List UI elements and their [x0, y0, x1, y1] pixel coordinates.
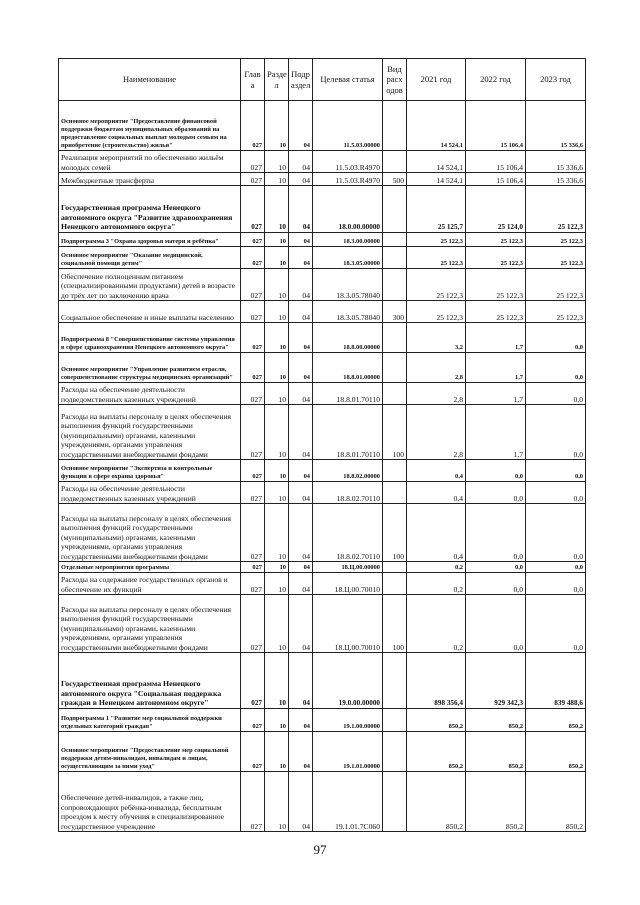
row-name: Государственная программа Ненецкого автономного округа "Социальная поддержка граждан в Ненецком автономном округе" — [59, 653, 241, 709]
row-podrazdel: 04 — [289, 595, 313, 653]
row-podrazdel: 04 — [289, 732, 313, 772]
row-amount-2021: 850,2 — [407, 709, 466, 732]
row-amount-2022: 0,0 — [466, 460, 526, 482]
row-name: Основное мероприятие "Предоставление мер социальной поддержки детям-инвалидам, инвалидам и лицам, осуществляющим за ними уход" — [59, 732, 241, 772]
header-vid: Вид расх одов — [383, 59, 407, 101]
row-amount-2023: 850,2 — [526, 709, 586, 732]
row-glava: 027 — [241, 573, 265, 595]
row-amount-2021: 0,2 — [407, 562, 466, 573]
row-target-article: 11.5.03.R4970 — [313, 173, 383, 186]
row-name: Реализация мероприятий по обеспечению жильём молодых семей — [59, 151, 241, 173]
row-name: Расходы на выплаты персоналу в целях обеспечения выполнения функций государственными (муниципальными) органами, казенными учреждениями, органами управления государственными внебюджетными фондами — [59, 405, 241, 460]
row-expense-type — [383, 247, 407, 269]
row-glava: 027 — [241, 383, 265, 405]
row-razdel: 10 — [265, 595, 289, 653]
row-name: Государственная программа Ненецкого автономного округа "Развитие здравоохранения Ненецкого автономного округа" — [59, 186, 241, 233]
header-2023: 2023 год — [526, 59, 586, 101]
table-row — [59, 383, 586, 405]
table-row — [59, 709, 586, 732]
row-podrazdel: 04 — [289, 653, 313, 709]
table-row — [59, 772, 586, 832]
row-glava: 027 — [241, 173, 265, 186]
header-name: Наименование — [59, 59, 241, 101]
row-glava: 027 — [241, 772, 265, 832]
row-name: Отдельные мероприятия программы — [59, 562, 241, 573]
row-glava: 027 — [241, 709, 265, 732]
row-name: Расходы на содержание государственных органов и обеспечение их функций — [59, 573, 241, 595]
row-podrazdel: 04 — [289, 301, 313, 323]
row-amount-2023: 0,0 — [526, 504, 586, 562]
row-target-article: 18.8.01.70110 — [313, 405, 383, 460]
row-podrazdel: 04 — [289, 709, 313, 732]
row-razdel: 10 — [265, 233, 289, 247]
row-podrazdel: 04 — [289, 101, 313, 151]
row-glava: 027 — [241, 595, 265, 653]
row-amount-2022: 0,0 — [466, 482, 526, 504]
row-podrazdel: 04 — [289, 562, 313, 573]
row-amount-2022: 25 122,3 — [466, 247, 526, 269]
row-target-article: 11.5.03.00000 — [313, 101, 383, 151]
row-target-article: 11.5.03.R4970 — [313, 151, 383, 173]
row-amount-2022: 25 122,3 — [466, 233, 526, 247]
row-razdel: 10 — [265, 482, 289, 504]
row-amount-2022: 15 106,4 — [466, 101, 526, 151]
table-row — [59, 353, 586, 383]
row-glava: 027 — [241, 151, 265, 173]
row-razdel: 10 — [265, 562, 289, 573]
row-amount-2023: 15 336,6 — [526, 101, 586, 151]
row-target-article: 18.8.02.70110 — [313, 482, 383, 504]
row-expense-type — [383, 101, 407, 151]
header-podrazdel: Подр аздел — [289, 59, 313, 101]
row-amount-2021: 0,4 — [407, 482, 466, 504]
row-amount-2021: 0,4 — [407, 504, 466, 562]
row-amount-2021: 25 122,3 — [407, 247, 466, 269]
row-razdel: 10 — [265, 460, 289, 482]
row-amount-2022: 850,2 — [466, 732, 526, 772]
row-podrazdel: 04 — [289, 233, 313, 247]
row-expense-type: 300 — [383, 301, 407, 323]
row-name: Расходы на выплаты персоналу в целях обеспечения выполнения функций государственными (муниципальными) органами, казенными учреждениями, органами управления государственными внебюджетными фондами — [59, 595, 241, 653]
row-amount-2022: 25 122,3 — [466, 301, 526, 323]
row-amount-2021: 0,2 — [407, 595, 466, 653]
row-amount-2022: 1,7 — [466, 383, 526, 405]
row-expense-type — [383, 732, 407, 772]
row-amount-2022: 1,7 — [466, 323, 526, 353]
row-name: Расходы на обеспечение деятельности подведомственных казенных учреждений — [59, 482, 241, 504]
row-amount-2021: 0,2 — [407, 573, 466, 595]
row-expense-type — [383, 151, 407, 173]
row-podrazdel: 04 — [289, 323, 313, 353]
row-target-article: 18.0.00.00000 — [313, 186, 383, 233]
row-name: Обеспечение полноценным питанием (специализированными продуктами) детей в возрасте до трёх лет по заключению врача — [59, 269, 241, 301]
row-amount-2023: 25 122,3 — [526, 186, 586, 233]
row-glava: 027 — [241, 732, 265, 772]
row-amount-2022: 850,2 — [466, 772, 526, 832]
row-target-article: 18.8.01.70110 — [313, 383, 383, 405]
row-amount-2021: 3,2 — [407, 323, 466, 353]
row-razdel: 10 — [265, 383, 289, 405]
row-podrazdel: 04 — [289, 151, 313, 173]
row-amount-2023: 15 336,6 — [526, 151, 586, 173]
header-razdel: Разде л — [265, 59, 289, 101]
row-amount-2021: 14 524,1 — [407, 173, 466, 186]
row-name: Обеспечение детей-инвалидов, а также лиц, сопровождающих ребёнка-инвалида, бесплатным проездом к месту обучения в специализированное государственное учреждение — [59, 772, 241, 832]
row-glava: 027 — [241, 101, 265, 151]
row-name: Основное мероприятие "Экспертиза и контрольные функции в сфере охраны здоровья" — [59, 460, 241, 482]
row-expense-type — [383, 186, 407, 233]
row-expense-type — [383, 709, 407, 732]
row-target-article: 19.0.00.00000 — [313, 653, 383, 709]
row-name: Подпрограмма 3 "Охрана здоровья матери и ребёнка" — [59, 233, 241, 247]
row-podrazdel: 04 — [289, 383, 313, 405]
row-amount-2022: 25 122,3 — [466, 269, 526, 301]
row-amount-2023: 0,0 — [526, 383, 586, 405]
row-amount-2023: 850,2 — [526, 772, 586, 832]
row-podrazdel: 04 — [289, 186, 313, 233]
table-row — [59, 247, 586, 269]
row-glava: 027 — [241, 504, 265, 562]
row-expense-type — [383, 383, 407, 405]
row-podrazdel: 04 — [289, 405, 313, 460]
table-row — [59, 460, 586, 482]
row-amount-2023: 25 122,3 — [526, 233, 586, 247]
row-razdel: 10 — [265, 186, 289, 233]
row-podrazdel: 04 — [289, 173, 313, 186]
budget-table — [58, 58, 586, 832]
row-amount-2021: 850,2 — [407, 732, 466, 772]
row-name: Подпрограмма 8 "Совершенствование системы управления в сфере здравоохранения Ненецкого автономного округа" — [59, 323, 241, 353]
row-amount-2022: 15 106,4 — [466, 151, 526, 173]
row-glava: 027 — [241, 405, 265, 460]
row-amount-2023: 0,0 — [526, 460, 586, 482]
row-glava: 027 — [241, 460, 265, 482]
row-target-article: 19.1.01.7С060 — [313, 772, 383, 832]
row-expense-type — [383, 562, 407, 573]
row-razdel: 10 — [265, 247, 289, 269]
row-razdel: 10 — [265, 772, 289, 832]
row-amount-2023: 0,0 — [526, 573, 586, 595]
row-amount-2022: 0,0 — [466, 504, 526, 562]
row-name: Межбюджетные трансферты — [59, 173, 241, 186]
row-amount-2023: 15 336,6 — [526, 173, 586, 186]
row-target-article: 18.8.02.70110 — [313, 504, 383, 562]
row-amount-2022: 929 342,3 — [466, 653, 526, 709]
row-expense-type: 100 — [383, 504, 407, 562]
row-amount-2022: 15 106,4 — [466, 173, 526, 186]
table-row — [59, 173, 586, 186]
table-row — [59, 301, 586, 323]
row-razdel: 10 — [265, 173, 289, 186]
table-row — [59, 405, 586, 460]
row-razdel: 10 — [265, 269, 289, 301]
row-name: Социальное обеспечение и иные выплаты населению — [59, 301, 241, 323]
row-glava: 027 — [241, 653, 265, 709]
row-name: Расходы на выплаты персоналу в целях обеспечения выполнения функций государственными (муниципальными) органами, казенными учреждениями, органами управления государственными внебюджетными фондами — [59, 504, 241, 562]
row-expense-type — [383, 653, 407, 709]
row-razdel: 10 — [265, 405, 289, 460]
row-amount-2021: 2,8 — [407, 405, 466, 460]
row-amount-2021: 25 125,7 — [407, 186, 466, 233]
row-podrazdel: 04 — [289, 247, 313, 269]
row-amount-2021: 25 122,3 — [407, 269, 466, 301]
row-glava: 027 — [241, 353, 265, 383]
row-amount-2023: 0,0 — [526, 405, 586, 460]
row-amount-2023: 0,0 — [526, 353, 586, 383]
header-target: Целевая статья — [313, 59, 383, 101]
table-row — [59, 323, 586, 353]
row-target-article: 18.3.05.00000 — [313, 247, 383, 269]
row-razdel: 10 — [265, 573, 289, 595]
row-target-article: 18.3.05.78040 — [313, 301, 383, 323]
row-amount-2021: 14 524,1 — [407, 151, 466, 173]
row-target-article: 18.8.01.00000 — [313, 353, 383, 383]
row-amount-2021: 25 122,3 — [407, 301, 466, 323]
row-amount-2021: 25 122,3 — [407, 233, 466, 247]
row-expense-type — [383, 772, 407, 832]
row-amount-2023: 850,2 — [526, 732, 586, 772]
row-amount-2022: 0,0 — [466, 562, 526, 573]
row-name: Подпрограмма 1 "Развитие мер социальной поддержки отдельных категорий граждан" — [59, 709, 241, 732]
table-row — [59, 595, 586, 653]
row-podrazdel: 04 — [289, 482, 313, 504]
row-amount-2022: 25 124,0 — [466, 186, 526, 233]
row-razdel: 10 — [265, 301, 289, 323]
row-amount-2023: 839 488,6 — [526, 653, 586, 709]
row-podrazdel: 04 — [289, 573, 313, 595]
row-amount-2022: 1,7 — [466, 405, 526, 460]
row-amount-2021: 898 356,4 — [407, 653, 466, 709]
row-razdel: 10 — [265, 353, 289, 383]
row-razdel: 10 — [265, 101, 289, 151]
row-podrazdel: 04 — [289, 460, 313, 482]
row-expense-type — [383, 573, 407, 595]
row-amount-2022: 0,0 — [466, 595, 526, 653]
row-name: Основное мероприятие "Предоставление финансовой поддержки бюджетам муниципальных образований на предоставление социальных выплат молодым семьям на приобретение (строительство) жилья" — [59, 101, 241, 151]
row-amount-2022: 0,0 — [466, 573, 526, 595]
row-amount-2023: 25 122,3 — [526, 269, 586, 301]
row-expense-type: 100 — [383, 595, 407, 653]
row-expense-type — [383, 323, 407, 353]
row-target-article: 19.1.00.00000 — [313, 709, 383, 732]
row-razdel: 10 — [265, 653, 289, 709]
row-target-article: 18.8.02.00000 — [313, 460, 383, 482]
table-row — [59, 573, 586, 595]
row-amount-2021: 2,8 — [407, 353, 466, 383]
row-target-article: 18.Ц.00.00000 — [313, 562, 383, 573]
table-row — [59, 562, 586, 573]
row-podrazdel: 04 — [289, 353, 313, 383]
row-amount-2023: 25 122,3 — [526, 247, 586, 269]
row-target-article: 18.Ц.00.70010 — [313, 573, 383, 595]
row-target-article: 18.8.00.00000 — [313, 323, 383, 353]
row-expense-type: 500 — [383, 173, 407, 186]
table-row — [59, 186, 586, 233]
row-glava: 027 — [241, 186, 265, 233]
table-row — [59, 504, 586, 562]
row-amount-2023: 0,0 — [526, 562, 586, 573]
row-amount-2021: 2,8 — [407, 383, 466, 405]
row-glava: 027 — [241, 323, 265, 353]
table-row — [59, 482, 586, 504]
row-amount-2023: 0,0 — [526, 595, 586, 653]
row-amount-2021: 0,4 — [407, 460, 466, 482]
row-name: Расходы на обеспечение деятельности подведомственных казенных учреждений — [59, 383, 241, 405]
header-glava: Глав а — [241, 59, 265, 101]
row-razdel: 10 — [265, 709, 289, 732]
header-2021: 2021 год — [407, 59, 466, 101]
row-podrazdel: 04 — [289, 772, 313, 832]
row-target-article: 18.3.05.78040 — [313, 269, 383, 301]
row-razdel: 10 — [265, 323, 289, 353]
table-row — [59, 653, 586, 709]
row-name: Основное мероприятие "Оказание медицинской, социальной помощи детям" — [59, 247, 241, 269]
row-glava: 027 — [241, 269, 265, 301]
table-row — [59, 269, 586, 301]
row-glava: 027 — [241, 482, 265, 504]
table-row — [59, 101, 586, 151]
row-expense-type — [383, 353, 407, 383]
row-razdel: 10 — [265, 504, 289, 562]
row-expense-type — [383, 269, 407, 301]
row-target-article: 19.1.01.00000 — [313, 732, 383, 772]
table-header-row — [59, 59, 586, 101]
page-number: 97 — [313, 842, 327, 857]
row-glava: 027 — [241, 562, 265, 573]
row-podrazdel: 04 — [289, 269, 313, 301]
header-2022: 2022 год — [466, 59, 526, 101]
row-razdel: 10 — [265, 732, 289, 772]
row-amount-2021: 14 524,1 — [407, 101, 466, 151]
row-glava: 027 — [241, 247, 265, 269]
row-amount-2021: 850,2 — [407, 772, 466, 832]
row-razdel: 10 — [265, 151, 289, 173]
row-glava: 027 — [241, 301, 265, 323]
row-name: Основное мероприятие "Управление развитием отрасли, совершенствование структуры медицинских организаций" — [59, 353, 241, 383]
row-expense-type — [383, 482, 407, 504]
row-expense-type: 100 — [383, 405, 407, 460]
table-row — [59, 233, 586, 247]
row-expense-type — [383, 233, 407, 247]
row-podrazdel: 04 — [289, 504, 313, 562]
table-row — [59, 151, 586, 173]
row-amount-2023: 0,0 — [526, 323, 586, 353]
row-target-article: 18.3.00.00000 — [313, 233, 383, 247]
row-amount-2022: 850,2 — [466, 709, 526, 732]
row-amount-2022: 1,7 — [466, 353, 526, 383]
row-glava: 027 — [241, 233, 265, 247]
row-amount-2023: 0,0 — [526, 482, 586, 504]
table-row — [59, 732, 586, 772]
row-target-article: 18.Ц.00.70010 — [313, 595, 383, 653]
row-expense-type — [383, 460, 407, 482]
row-amount-2023: 25 122,3 — [526, 301, 586, 323]
